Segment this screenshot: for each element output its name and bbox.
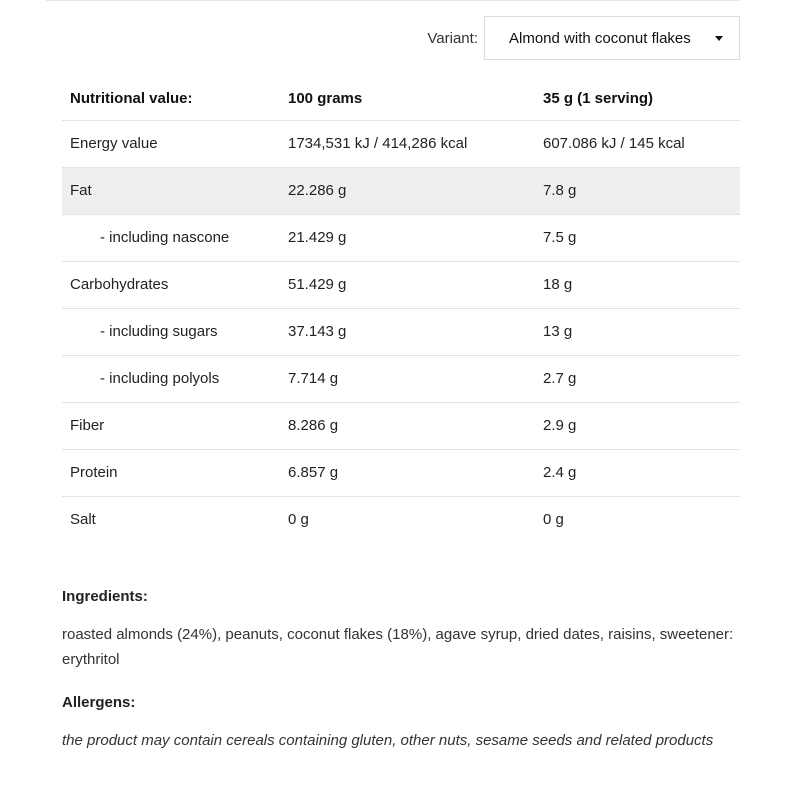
table-row xyxy=(62,214,740,261)
chevron-down-icon xyxy=(715,36,723,41)
variant-label: Variant: xyxy=(427,29,478,47)
row-per-serving: 2.9 g xyxy=(535,402,740,449)
row-per100: 21.429 g xyxy=(280,214,535,261)
row-per100: 6.857 g xyxy=(280,449,535,496)
table-header-row xyxy=(62,78,740,120)
row-per-serving: 2.4 g xyxy=(535,449,740,496)
row-per-serving: 18 g xyxy=(535,261,740,308)
row-per-serving: 607.086 kJ / 145 kcal xyxy=(535,120,740,167)
row-name: Fiber xyxy=(62,402,280,449)
allergens-title: Allergens: xyxy=(62,694,136,711)
table-row xyxy=(62,261,740,308)
variant-select[interactable] xyxy=(484,16,740,60)
row-per-serving: 7.8 g xyxy=(535,167,740,214)
row-per100: 22.286 g xyxy=(280,167,535,214)
header-100-grams: 100 grams xyxy=(280,78,535,120)
row-name: Carbohydrates xyxy=(62,261,280,308)
row-per100: 8.286 g xyxy=(280,402,535,449)
row-name: - including nascone xyxy=(62,214,280,261)
table-row xyxy=(62,120,740,167)
table-row xyxy=(62,308,740,355)
row-name: Fat xyxy=(62,167,280,214)
row-per-serving: 13 g xyxy=(535,308,740,355)
row-per-serving: 2.7 g xyxy=(535,355,740,402)
ingredients-text: roasted almonds (24%), peanuts, coconut flakes (18%), agave syrup, dried dates, raisins, sweetener: erythritol xyxy=(62,626,734,668)
header-nutritional-value: Nutritional value: xyxy=(62,78,280,120)
top-divider xyxy=(46,0,740,1)
variant-selected-value: Almond with coconut flakes xyxy=(509,29,691,47)
table-row xyxy=(62,167,740,214)
row-name: Energy value xyxy=(62,120,280,167)
row-name: Salt xyxy=(70,511,96,529)
nutrition-table xyxy=(62,78,740,543)
row-per100: 1734,531 kJ / 414,286 kcal xyxy=(280,120,535,167)
header-serving: 35 g (1 serving) xyxy=(535,78,740,120)
table-row xyxy=(62,355,740,402)
row-name: - including sugars xyxy=(62,308,280,355)
row-per100: 51.429 g xyxy=(280,261,535,308)
table-row xyxy=(62,402,740,449)
allergens-text: the product may contain cereals containing gluten, other nuts, sesame seeds and related products xyxy=(62,732,714,749)
ingredients-title: Ingredients: xyxy=(62,588,148,605)
row-per-serving: 7.5 g xyxy=(535,214,740,261)
variant-selector-row xyxy=(427,16,740,60)
table-row xyxy=(62,496,740,543)
row-name: Protein xyxy=(62,449,280,496)
table-row xyxy=(62,449,740,496)
row-per100: 7.714 g xyxy=(280,355,535,402)
row-per-serving: 0 g xyxy=(543,511,564,529)
row-per100: 37.143 g xyxy=(280,308,535,355)
row-name: - including polyols xyxy=(62,355,280,402)
row-per100: 0 g xyxy=(288,511,309,529)
